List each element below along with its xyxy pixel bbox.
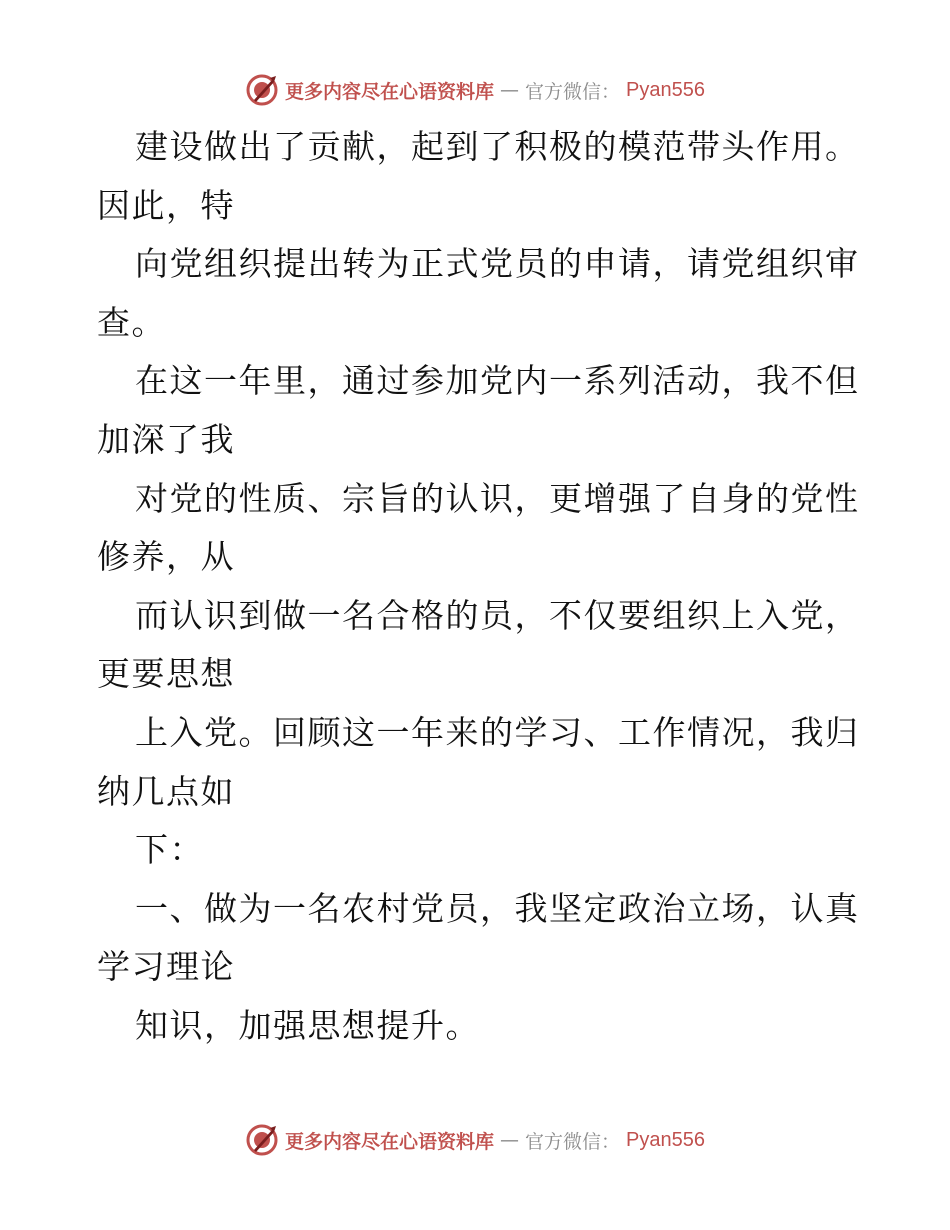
text-line: 修养，从	[97, 537, 235, 577]
text-line: 在这一年里，通过参加党内一系列活动，我不但	[135, 361, 860, 401]
text-line: 向党组织提出转为正式党员的申请，请党组织审	[135, 244, 860, 284]
text-line: 因此，特	[97, 185, 235, 225]
site-name: 更多内容尽在心语资料库	[285, 1130, 495, 1153]
pen-seal-icon	[245, 1123, 279, 1157]
text-line: 一、做为一名农村党员，我坚定政治立场，认真	[135, 888, 860, 928]
text-line: 纳几点如	[97, 771, 235, 811]
document-body	[97, 118, 860, 1056]
text-line: 建设做出了贡献，起到了积极的模范带头作用。	[135, 127, 860, 166]
text-line: 而认识到做一名合格的员，不仅要组织上入党，	[135, 595, 860, 635]
pen-seal-icon	[245, 73, 279, 107]
text-line: 知识，加强思想提升。	[135, 1005, 480, 1045]
text-line: 对党的性质、宗旨的认识，更增强了自身的党性	[135, 478, 860, 518]
text-line: 加深了我	[97, 419, 235, 459]
banner-dash: —	[500, 79, 520, 101]
text-line: 下：	[135, 830, 204, 870]
text-line: 学习理论	[97, 947, 235, 987]
wechat-id: Pyan556	[626, 1128, 705, 1151]
footer-banner	[0, 1120, 950, 1160]
wechat-label: 官方微信：	[525, 80, 621, 103]
wechat-id: Pyan556	[626, 78, 705, 101]
wechat-label: 官方微信：	[525, 1130, 621, 1153]
text-line: 查。	[97, 302, 166, 342]
text-line: 更要思想	[97, 654, 235, 694]
text-line: 上入党。回顾这一年来的学习、工作情况，我归	[135, 712, 860, 752]
banner-dash: —	[500, 1129, 520, 1151]
header-banner	[0, 70, 950, 110]
site-name: 更多内容尽在心语资料库	[285, 80, 495, 103]
